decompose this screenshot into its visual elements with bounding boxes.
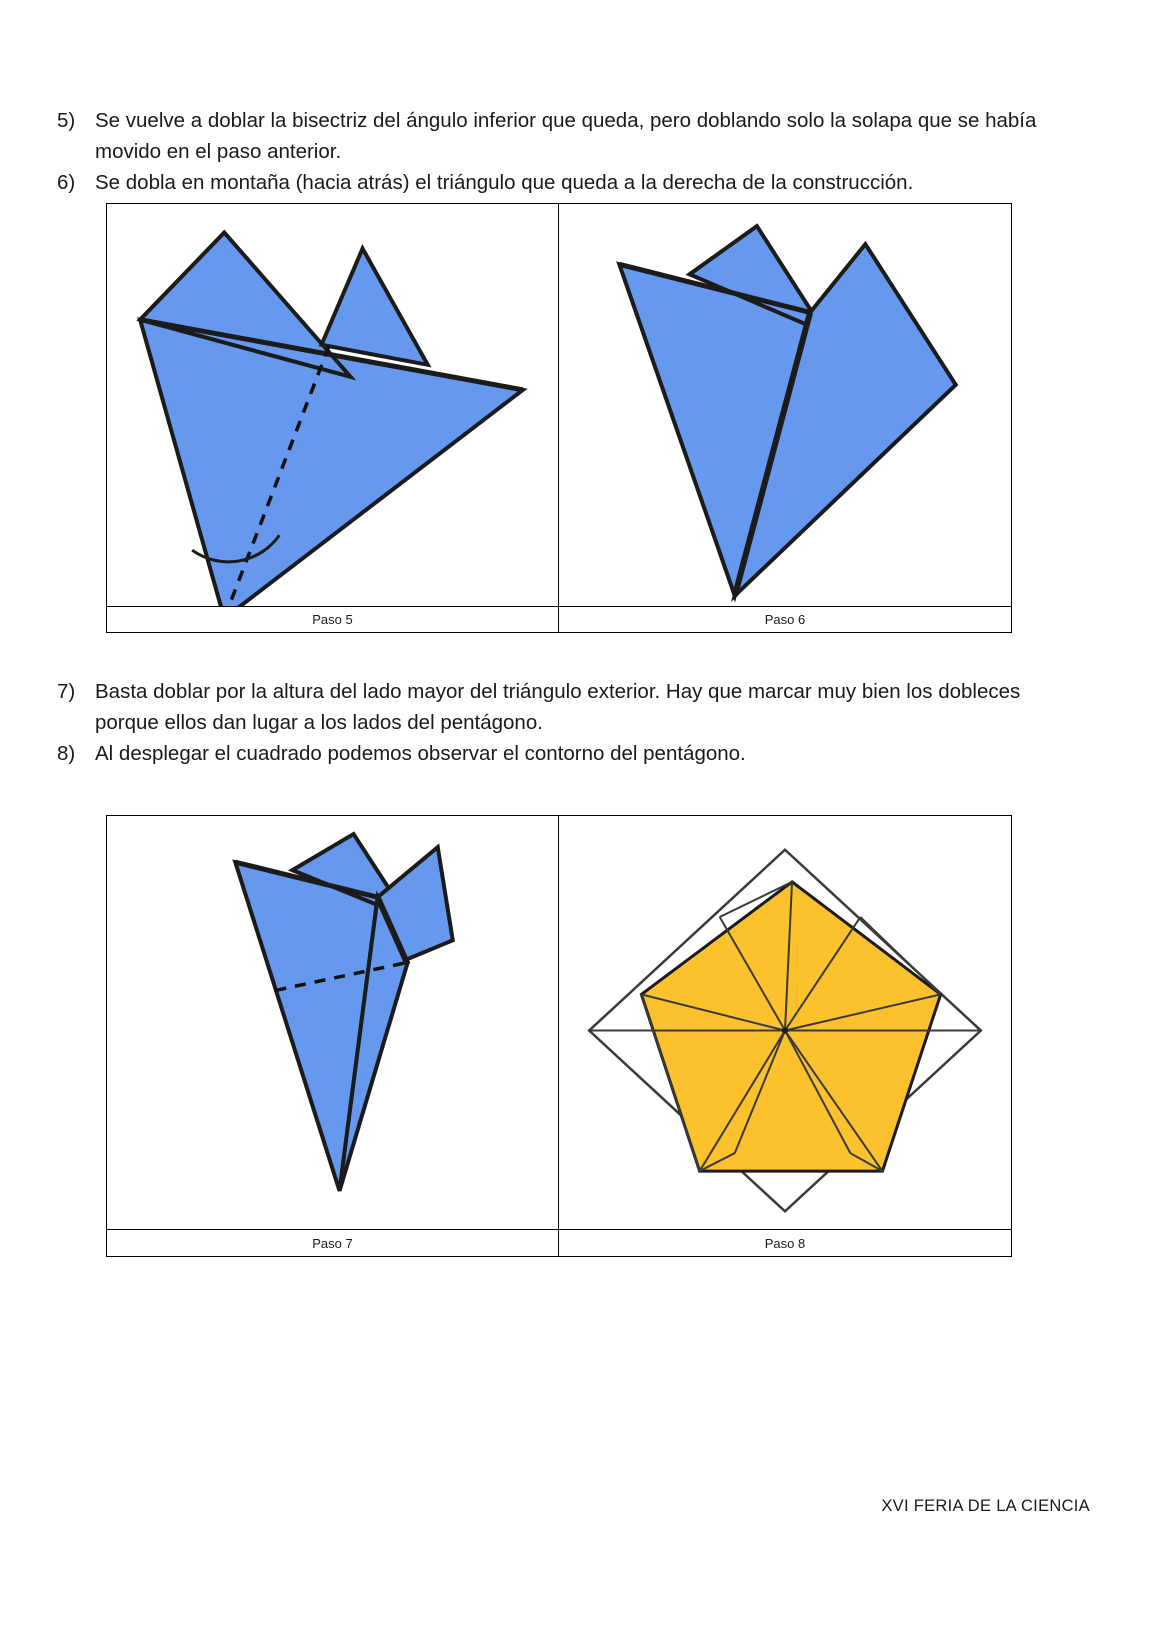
figure-caption-row-1 (107, 606, 1011, 633)
caption-paso-5: Paso 5 (107, 607, 559, 633)
figure-cell-paso-5 (107, 204, 559, 606)
steps-list-5-6 (57, 105, 1047, 198)
steps-list-7-8 (57, 676, 1047, 769)
figure-caption-row-2 (107, 1229, 1011, 1256)
origami-diagram-paso-6 (559, 204, 1011, 606)
list-item (57, 105, 1047, 167)
shape-upper-right-flap (321, 249, 427, 365)
step-text: Basta doblar por la altura del lado mayor del triángulo exterior. Hay que marcar muy bien los dobleces porque ellos dan lugar a los lados del pentágono. (95, 680, 1021, 734)
caption-paso-8: Paso 8 (764, 1235, 806, 1251)
list-item (57, 676, 1047, 738)
step-number: 5) (57, 109, 76, 132)
caption-paso-6: Paso 6 (764, 612, 806, 628)
unfolded-square-pentagon-diagram (559, 816, 1011, 1229)
figure-cell-paso-7 (107, 816, 559, 1229)
step-text: Se dobla en montaña (hacia atrás) el triángulo que queda a la derecha de la construcción. (95, 171, 914, 194)
caption-paso-7: Paso 7 (107, 1230, 559, 1256)
figure-table-steps-5-6 (106, 203, 1012, 633)
figure-cell-paso-8 (559, 816, 1011, 1229)
center-point (782, 1027, 788, 1033)
step-number: 6) (57, 171, 76, 194)
step-text: Al desplegar el cuadrado podemos observar el contorno del pentágono. (95, 742, 746, 765)
list-item (57, 167, 1047, 198)
origami-diagram-paso-5 (107, 204, 558, 606)
figure-table-steps-7-8 (106, 815, 1012, 1257)
step-number: 7) (57, 680, 76, 703)
page-footer: XVI FERIA DE LA CIENCIA (881, 1497, 1090, 1515)
figure-cell-paso-6 (559, 204, 1011, 606)
origami-diagram-paso-7 (107, 816, 558, 1229)
step-text: Se vuelve a doblar la bisectriz del ángulo inferior que queda, pero doblando solo la solapa que se había movido en el paso anterior. (95, 109, 1037, 163)
step-number: 8) (57, 742, 76, 765)
list-item (57, 738, 1047, 769)
